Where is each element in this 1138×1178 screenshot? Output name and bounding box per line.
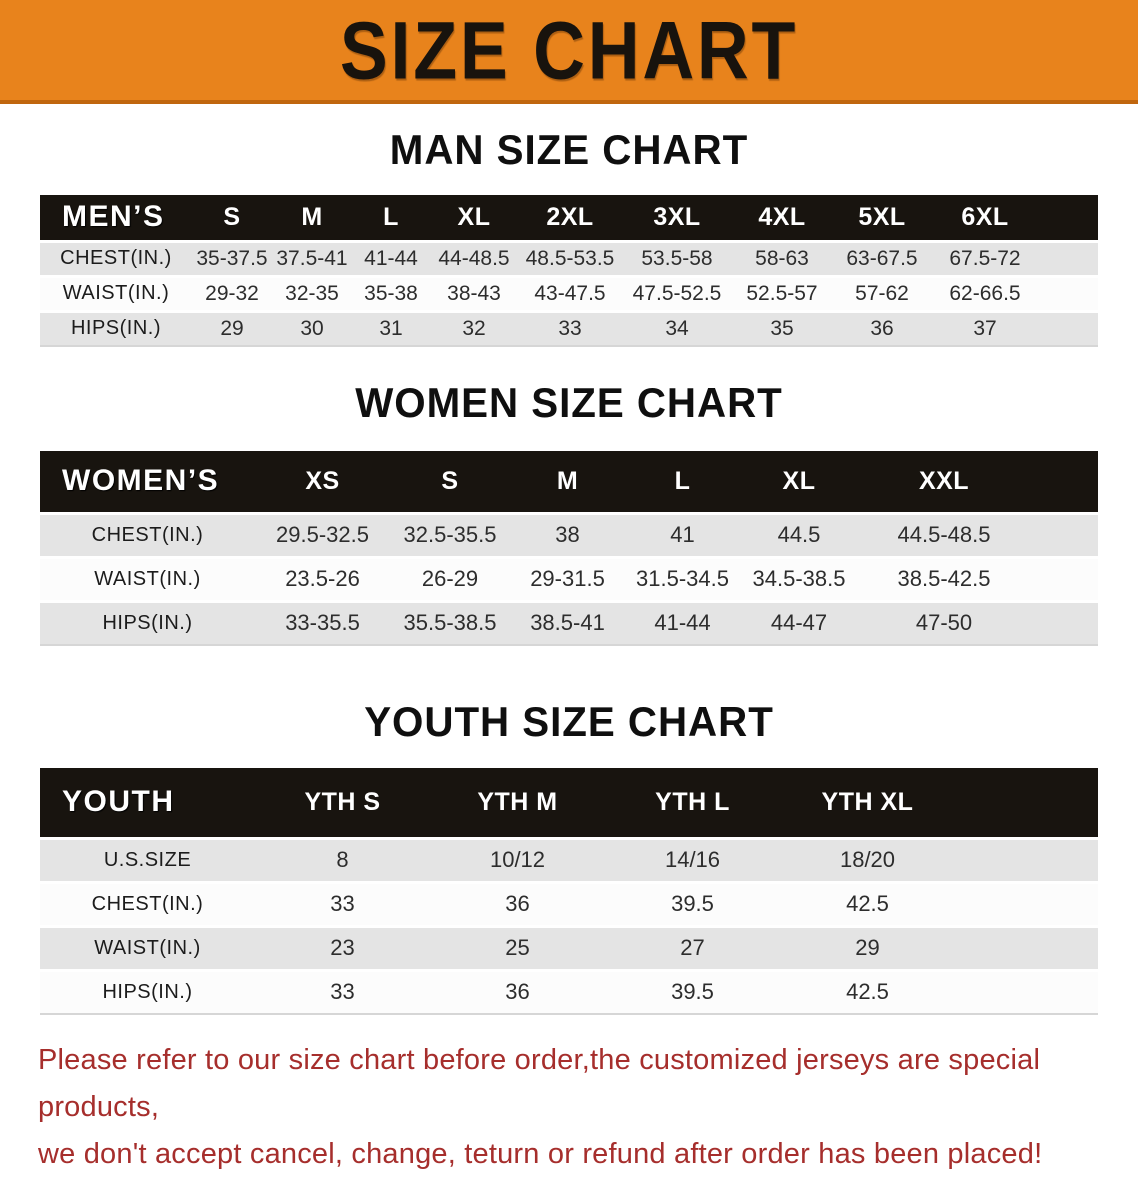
size-value-cell: 23 <box>330 935 355 960</box>
size-column-header: 6XL <box>961 202 1009 231</box>
row-label: WAIST(IN.) <box>94 567 201 590</box>
header-row <box>40 195 1098 241</box>
size-value-cell: 42.5 <box>846 979 889 1005</box>
size-value-cell: 27 <box>680 935 705 960</box>
size-value-cell: 36 <box>870 316 894 340</box>
size-value-cell: 36 <box>505 979 530 1005</box>
size-value-cell: 38-43 <box>447 281 501 305</box>
size-column-header: XS <box>305 466 340 495</box>
size-value-cell: 35 <box>770 316 794 340</box>
size-chart-banner <box>0 0 1138 104</box>
size-value-cell: 34.5-38.5 <box>752 566 846 591</box>
row-filler <box>1038 311 1098 346</box>
row-label: CHEST(IN.) <box>91 892 204 915</box>
size-value-cell: 63-67.5 <box>846 246 918 270</box>
table-group-label: MEN’S <box>62 200 165 234</box>
size-value-cell: 32.5-35.5 <box>403 522 497 547</box>
size-value-cell: 26-29 <box>421 566 479 591</box>
row-filler <box>955 838 1098 882</box>
size-value-cell: 44.5-48.5 <box>897 522 991 547</box>
row-filler <box>1038 241 1098 276</box>
size-value-cell: 67.5-72 <box>949 246 1021 270</box>
row-filler <box>1038 276 1098 311</box>
size-value-cell: 23.5-26 <box>285 566 360 591</box>
size-value-cell: 57-62 <box>855 281 909 305</box>
measurement-row <box>40 926 1098 970</box>
measurement-row <box>40 513 1098 557</box>
size-value-cell: 29-32 <box>205 281 259 305</box>
size-value-cell: 35-37.5 <box>196 246 268 270</box>
size-value-cell: 48.5-53.5 <box>525 246 615 270</box>
size-column-header: YTH M <box>477 787 558 816</box>
measurement-row <box>40 276 1098 311</box>
size-value-cell: 29-31.5 <box>530 566 605 591</box>
size-value-cell: 39.5 <box>671 891 714 916</box>
size-column-header: M <box>556 466 579 495</box>
size-column-header: S <box>223 202 241 231</box>
header-filler <box>1038 195 1098 241</box>
size-column-header: YTH S <box>304 787 381 816</box>
size-value-cell: 33 <box>330 891 355 916</box>
row-label: HIPS(IN.) <box>102 980 193 1003</box>
header-filler <box>1030 451 1098 513</box>
measurement-row <box>40 557 1098 601</box>
row-filler <box>955 970 1098 1014</box>
table-group-label: YOUTH <box>62 785 175 819</box>
size-column-header: L <box>383 202 399 231</box>
size-value-cell: 38 <box>555 522 580 547</box>
size-value-cell: 43-47.5 <box>534 281 606 305</box>
size-value-cell: 33 <box>330 979 355 1005</box>
size-value-cell: 35-38 <box>364 281 418 305</box>
size-column-header: 2XL <box>546 202 594 231</box>
row-label: WAIST(IN.) <box>62 282 170 304</box>
warning-line-2: we don't accept cancel, change, teturn or refund after order has been placed! <box>38 1138 1043 1170</box>
size-value-cell: 37 <box>973 316 997 340</box>
size-value-cell: 31 <box>379 316 403 340</box>
size-value-cell: 44-47 <box>770 610 828 636</box>
size-value-cell: 53.5-58 <box>641 246 713 270</box>
size-value-cell: 35.5-38.5 <box>403 610 497 636</box>
size-value-cell: 47-50 <box>915 610 973 636</box>
size-value-cell: 44.5 <box>777 522 821 547</box>
row-filler <box>955 926 1098 970</box>
size-value-cell: 8 <box>336 847 349 872</box>
row-filler <box>1030 513 1098 557</box>
order-warning-note <box>0 1037 1138 1178</box>
row-filler <box>1030 557 1098 601</box>
row-filler <box>1030 601 1098 645</box>
size-column-header: XXL <box>918 466 970 495</box>
size-value-cell: 30 <box>300 316 324 340</box>
size-value-cell: 18/20 <box>839 847 896 872</box>
size-column-header: XL <box>457 202 491 231</box>
size-value-cell: 33 <box>558 316 582 340</box>
women-size-chart-heading: WOMEN SIZE CHART <box>355 379 783 426</box>
size-value-cell: 58-63 <box>755 246 809 270</box>
size-value-cell: 37.5-41 <box>276 246 348 270</box>
header-row <box>40 451 1098 513</box>
size-value-cell: 52.5-57 <box>746 281 818 305</box>
size-column-header: M <box>301 202 323 231</box>
size-column-header: S <box>441 466 459 495</box>
header-filler <box>955 768 1098 838</box>
mens-size-table <box>40 195 1098 347</box>
size-column-header: YTH L <box>655 787 730 816</box>
row-label: HIPS(IN.) <box>102 611 193 634</box>
size-value-cell: 41-44 <box>654 610 711 636</box>
row-label: U.S.SIZE <box>103 848 192 871</box>
row-label: HIPS(IN.) <box>70 317 162 340</box>
size-value-cell: 41 <box>670 522 695 547</box>
size-value-cell: 32 <box>462 316 486 340</box>
size-value-cell: 29.5-32.5 <box>276 522 369 547</box>
size-value-cell: 14/16 <box>664 847 721 872</box>
measurement-row <box>40 970 1098 1014</box>
size-column-header: 4XL <box>758 202 806 231</box>
size-column-header: 5XL <box>858 202 906 231</box>
size-column-header: L <box>674 466 691 495</box>
measurement-row <box>40 882 1098 926</box>
row-label: WAIST(IN.) <box>94 936 201 959</box>
measurement-row <box>40 838 1098 882</box>
size-value-cell: 33-35.5 <box>285 610 360 636</box>
size-value-cell: 29 <box>855 935 880 960</box>
size-column-header: XL <box>782 466 816 495</box>
youth-size-chart-heading: YOUTH SIZE CHART <box>364 698 774 745</box>
size-value-cell: 10/12 <box>489 847 546 872</box>
man-size-chart-heading: MAN SIZE CHART <box>389 126 749 173</box>
size-value-cell: 42.5 <box>846 891 889 916</box>
size-value-cell: 31.5-34.5 <box>636 566 729 591</box>
header-row <box>40 768 1098 838</box>
size-column-header: 3XL <box>653 202 701 231</box>
size-value-cell: 36 <box>505 891 530 916</box>
row-label: CHEST(IN.) <box>60 247 172 269</box>
row-filler <box>955 882 1098 926</box>
size-value-cell: 62-66.5 <box>949 281 1021 305</box>
womens-size-table <box>40 451 1098 646</box>
size-value-cell: 32-35 <box>285 281 339 305</box>
size-value-cell: 41-44 <box>364 246 418 270</box>
size-value-cell: 25 <box>505 935 530 960</box>
measurement-row <box>40 241 1098 276</box>
size-value-cell: 34 <box>665 316 689 340</box>
table-group-label: WOMEN’S <box>62 464 220 498</box>
size-value-cell: 47.5-52.5 <box>632 281 722 305</box>
size-value-cell: 38.5-41 <box>530 610 605 636</box>
size-value-cell: 44-48.5 <box>438 246 510 270</box>
banner-title: SIZE CHART <box>339 3 799 96</box>
measurement-row <box>40 311 1098 346</box>
youth-size-table <box>40 768 1098 1015</box>
measurement-row <box>40 601 1098 645</box>
size-column-header: YTH XL <box>821 787 914 816</box>
warning-line-1: Please refer to our size chart before order,the customized jerseys are special products, <box>38 1044 1041 1123</box>
size-value-cell: 39.5 <box>671 979 714 1005</box>
size-value-cell: 29 <box>220 316 244 340</box>
size-value-cell: 38.5-42.5 <box>897 566 991 591</box>
row-label: CHEST(IN.) <box>91 523 204 546</box>
